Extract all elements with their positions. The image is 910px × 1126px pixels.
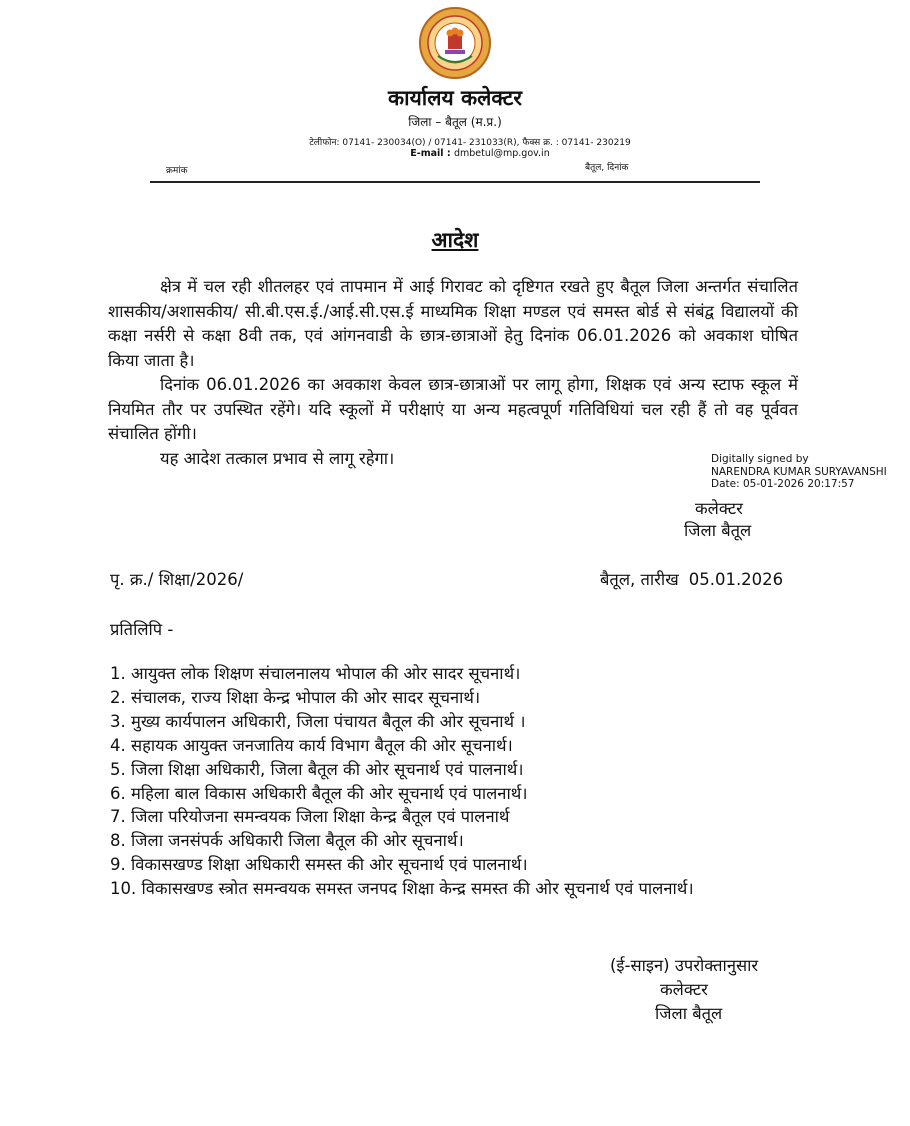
digital-signature-signer: NARENDRA KUMAR SURYAVANSHI (711, 465, 887, 478)
footer-designation: कलेक्टर (660, 980, 708, 999)
footer-district: जिला बैतूल (655, 1004, 723, 1023)
order-paragraph-1-text: क्षेत्र में चल रही शीतलहर एवं तापमान में आई गिरावट को दृष्टिगत रखते हुए बैतूल जिला अन्तर्गत संचालित शासकीय/अशासकीय/ सी.बी.एस.ई./आई.सी.एस.ई माध्यमिक शिक्षा मण्डल एवं समस्त बोर्ड से संबंद्व विद्यालयों की कक्षा नर्सरी से कक्षा 8वी तक, एवं आंगनवाडी के छात्र-छात्राओं हेतु दिनांक 06.01.2026 को अवकाश घोषित किया जाता है। (108, 277, 798, 370)
list-item: 10. विकासखण्ड स्त्रोत समन्वयक समस्त जनपद शिक्षा केन्द्र समस्त की ओर सूचनार्थ एवं पालनार्थ। (110, 879, 694, 899)
list-item: 4. सहायक आयुक्त जनजातिय कार्य विभाग बैतूल की ओर सूचनार्थ। (110, 735, 513, 755)
order-paragraph-2 (108, 373, 798, 447)
list-item: 6. महिला बाल विकास अधिकारी बैतूल की ओर सूचनार्थ एवं पालनार्थ। (110, 783, 528, 803)
digital-signature-date: Date: 05-01-2026 20:17:57 (711, 478, 855, 490)
kramank-label: क्रमांक (166, 166, 188, 176)
copy-recipient-list (110, 662, 694, 901)
copy-label: प्रतिलिपि - (110, 620, 174, 639)
signatory-district: जिला बैतूल (684, 521, 752, 540)
order-paragraph-2-text: दिनांक 06.01.2026 का अवकाश केवल छात्र-छात्राओं पर लागू होगा, शिक्षक एवं अन्य स्टाफ स्कूल में नियमित तौर पर उपस्थित रहेंगे। यदि स्कूलों में परीक्षाएं या अन्य महत्वपूर्ण गतिविधियां चल रही हैं तो वह पूर्ववत संचालित होंगी। (108, 375, 798, 444)
phone-numbers: टेलीफोन: 07141- 230034(O) / 07141- 231033(R), फैक्स क्र. : 07141- 230219 (309, 138, 631, 148)
district-line: जिला – बैतूल (म.प्र.) (408, 115, 502, 129)
reference-number: पृ. क्र./ शिक्षा/2026/ (110, 570, 244, 589)
list-item: 7. जिला परियोजना समन्वयक जिला शिक्षा केन्द्र बैतूल एवं पालनार्थ (110, 807, 510, 827)
reference-place-date (600, 567, 783, 590)
email-label: E-mail : (410, 148, 451, 159)
header-place-date-label: बैतूल, दिनांक (585, 163, 629, 173)
list-item: 3. मुख्य कार्यपालन अधिकारी, जिला पंचायत बैतूल की ओर सूचनार्थ । (110, 711, 526, 731)
email-value: dmbetul@mp.gov.in (453, 148, 550, 159)
signatory-designation: कलेक्टर (695, 499, 743, 518)
email-line (0, 148, 910, 159)
reference-place-date-label: बैतूल, तारीख (600, 570, 679, 589)
order-title: आदेश (431, 228, 479, 252)
letterhead-divider (150, 181, 760, 183)
list-item: 5. जिला शिक्षा अधिकारी, जिला बैतूल की ओर सूचनार्थ एवं पालनार्थ। (110, 759, 524, 779)
digital-signature-line-1: Digitally signed by (711, 453, 809, 465)
list-item: 9. विकासखण्ड शिक्षा अधिकारी समस्त की ओर सूचनार्थ एवं पालनार्थ। (110, 855, 528, 875)
order-paragraph-3 (108, 447, 798, 472)
office-title: कार्यालय कलेक्टर (388, 86, 522, 110)
digital-signature-block (711, 453, 901, 491)
order-paragraph-3-text: यह आदेश तत्काल प्रभाव से लागू रहेगा। (160, 449, 395, 468)
list-item: 2. संचालक, राज्य शिक्षा केन्द्र भोपाल की ओर सादर सूचनार्थ। (110, 687, 481, 707)
reference-date: 05.01.2026 (688, 570, 784, 589)
government-seal-icon (418, 6, 492, 80)
footer-esign-line: (ई-साइन) उपरोक्तानुसार (610, 956, 759, 975)
list-item: 8. जिला जनसंपर्क अधिकारी जिला बैतूल की ओर सूचनार्थ। (110, 831, 464, 851)
order-paragraph-1 (108, 275, 798, 373)
list-item: 1. आयुक्त लोक शिक्षण संचालनालय भोपाल की ओर सादर सूचनार्थ। (110, 664, 521, 683)
